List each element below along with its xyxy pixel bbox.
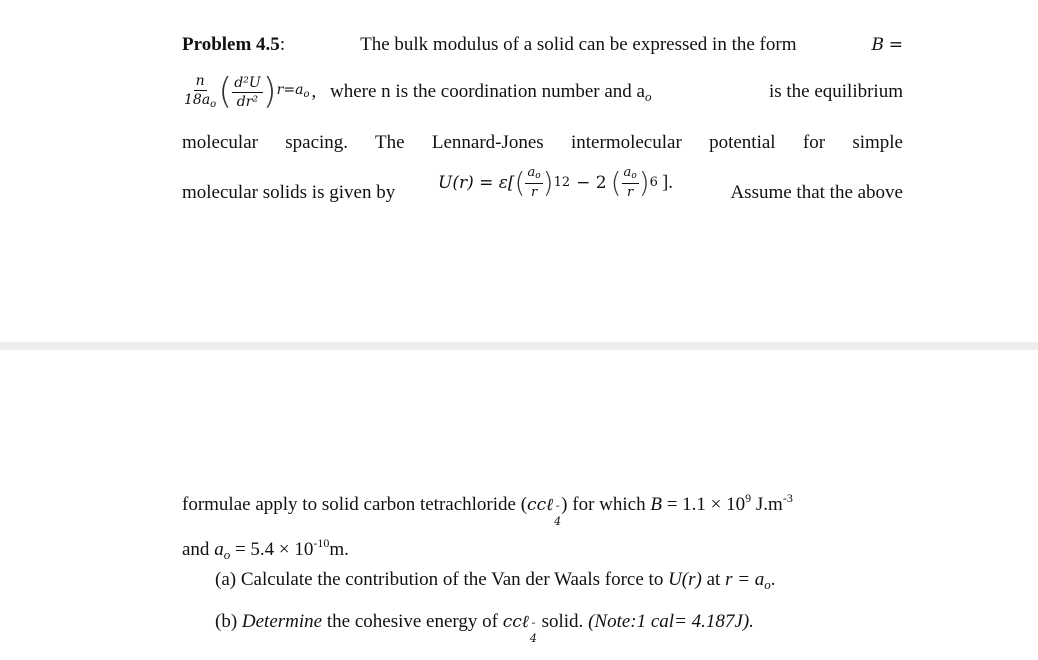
page-separator [0,342,1038,350]
line-4-start: molecular solids is given by [182,182,396,203]
formula-comma: , [311,81,317,102]
bulk-value: = 1.1 × 10 [661,494,746,515]
n-fraction-den: $18a_o$ [184,92,217,110]
right-paren: ) [262,71,277,112]
part-a-func: U(r) [668,569,702,590]
problem-line-2 [182,68,903,118]
minus-two: − 2 [576,172,607,193]
part-b-verb-wrap [242,611,322,632]
bulk-unit: J.m [751,494,783,515]
bulk-exponent: 9 [745,491,752,505]
line-2-end: is the equilibrium [768,81,903,102]
lj-fraction-1: $\frac{ao}{r}$ [527,165,541,200]
part-b [215,610,754,644]
continuation-line-6 [182,531,903,567]
part-a [215,568,776,597]
line-5-start: formulae apply to solid carbon tetrachloride ( [182,494,528,515]
problem-line-4 [182,162,903,212]
lj-paren-close-1: ) [542,165,554,199]
line-2-text [330,80,903,109]
bulk-expression [872,33,904,57]
exponent-12: 12 [553,174,571,190]
part-b-label: (b) [215,611,238,632]
continuation-line-5 [182,486,903,527]
potential-lhs: U(r) = ε[ [438,172,515,193]
problem-heading [182,33,285,57]
spacing-value: = 5.4 × 10 [230,539,314,560]
problem-intro: The bulk modulus of a solid can be expressed in the form [360,34,797,55]
eval-subscript: $r=a_o$ [276,81,310,100]
equals-sign: = [888,35,903,55]
bulk-symbol: B [871,35,884,55]
part-b-verb: Determine [241,611,323,632]
lj-paren-open-1: ( [514,165,526,199]
part-b-solid: solid. [541,611,584,632]
line-2-words: where n is the coordination number and $a_o$ [330,81,652,104]
part-b-chem: ccℓ ¯ 4 [502,612,537,645]
part-a-mid: at [706,569,721,590]
bulk-unit-exponent: -3 [782,491,793,505]
lj-paren-open-2: ( [610,165,622,199]
part-a-text: (a) Calculate the contribution of the Van der Waals force to [215,569,664,590]
part-a-end: . [770,569,776,590]
part-a-cond: $r = a_o$ [725,569,771,592]
line-6-start: and [182,539,210,560]
problem-label: Problem 4.5 [182,34,280,55]
n-fraction [182,74,218,110]
problem-line-1 [182,33,903,57]
left-paren: ( [218,71,233,112]
line-4-end: Assume that the above [730,182,903,203]
derivative-num: d²U [234,74,261,91]
bulk-formula [182,71,317,112]
problem-colon: : [279,34,286,55]
derivative-fraction [232,76,262,109]
exponent-6: 6 [649,174,658,190]
derivative-den: dr² [236,93,259,110]
spacing-symbol: $a_o$ [214,539,231,562]
lj-paren-close-2: ) [638,165,650,199]
problem-line-3: molecular spacing. The Lennard-Jones intermolecular potential for simple [182,132,903,153]
lj-fraction-2: $\frac{ao}{r}$ [623,165,637,200]
n-fraction-num: n [195,73,205,89]
spacing-exponent: -10 [313,536,330,550]
bulk-symbol-b: B [650,494,662,515]
ccl4-formula: ccℓ ¯ 4 [527,495,562,528]
spacing-unit: m. [329,539,349,560]
lj-potential [438,166,673,199]
line-5-mid: ) for which [561,494,646,515]
close-bracket: ]. [661,171,674,193]
part-b-note: (Note:1 cal= 4.187J). [588,611,754,632]
part-b-text: the cohesive energy of [326,611,498,632]
